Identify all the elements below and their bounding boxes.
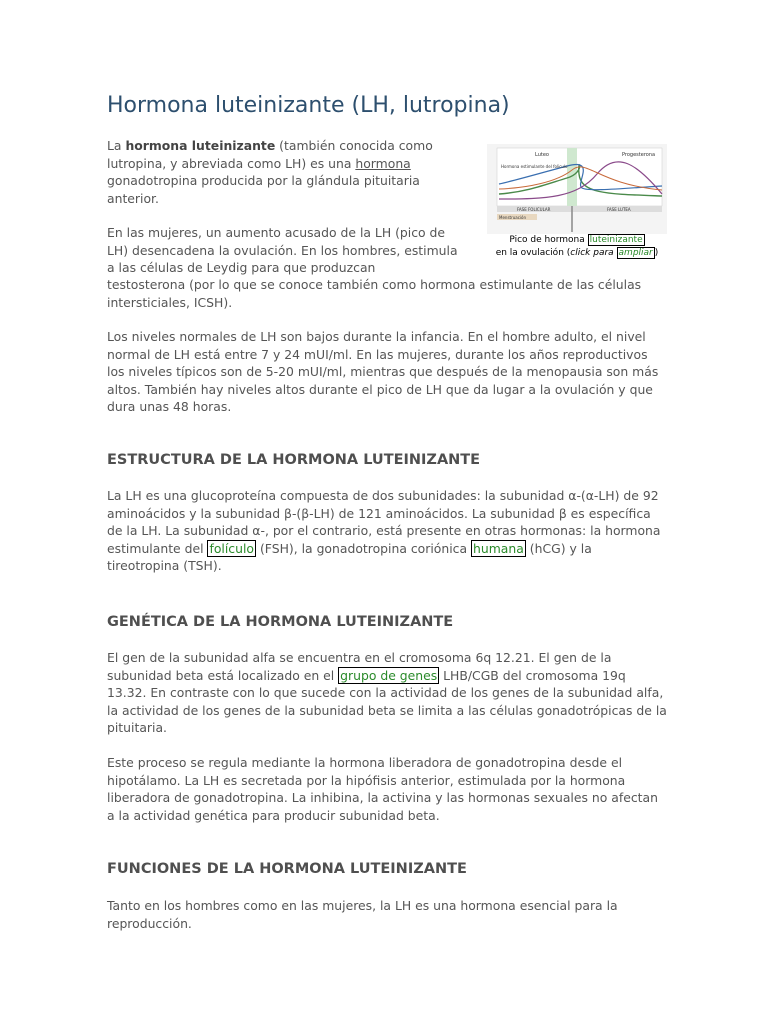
link-ampliar[interactable]: ampliar <box>618 248 653 258</box>
paragraph-estructura <box>107 487 667 575</box>
page-title: Hormona luteinizante (LH, lutropina) <box>107 93 510 118</box>
heading-genetica: GENÉTICA DE LA HORMONA LUTEINIZANTE <box>107 614 454 630</box>
caption-text-1: Pico de hormona <box>509 235 588 245</box>
paragraph-lh-peak: En las mujeres, un aumento acusado de la LH (pico de LH) desencadena la ovulación. En los hombres, estimula a las células de Leydig para que produzcan <box>107 225 458 275</box>
intro-text-1: La <box>107 138 126 153</box>
paragraph-levels: Los niveles normales de LH son bajos durante la infancia. En el hombre adulto, el nivel normal de LH está entre 7 y 24 mUI/ml. En las mujeres, durante los años reproductivos los niveles típicos son de 5-20 mUI/ml, mientras que después de la menopausia son más altos. También hay niveles altos durante el pico de LH que da lugar a la ovulación y que dura unas 48 horas. <box>107 329 659 414</box>
label-fsh: Hormona estimulante del foliculo <box>501 164 568 169</box>
caption-click: click para <box>570 248 617 258</box>
heading-estructura: ESTRUCTURA DE LA HORMONA LUTEINIZANTE <box>107 452 481 468</box>
link-grupo-de-genes[interactable]: grupo de genes <box>340 667 438 683</box>
genetica-text-2: LHB/CGB del cromosoma 19q 13.32. En contraste con lo que sucede con la actividad de los genes de la subunidad alfa, la actividad de los genes de la subunidad beta se limita a las células gonadotrópicas de la pituitaria. <box>107 667 667 735</box>
intro-paragraph <box>107 137 462 207</box>
estructura-text-1: La LH es una glucoproteína compuesta de dos subunidades: la subunidad α-(α-LH) de 92 aminoácidos y la subunidad β-(β-LH) de 121 aminoácidos. La subunidad β es específica de la LH. La subunidad α-, por el contrario, está presente en otras hormonas: la hormona estimulante del <box>107 488 661 556</box>
caption-text-3: ) <box>654 248 659 258</box>
figure-caption <box>487 234 667 260</box>
heading-funciones: FUNCIONES DE LA HORMONA LUTEINIZANTE <box>107 861 467 877</box>
intro-text-2: (también conocida como lutropina, y abreviada como LH) es una <box>107 138 433 171</box>
paragraph-genetica <box>107 649 667 737</box>
estructura-text-2: (FSH), la gonadotropina coriónica <box>256 540 472 556</box>
caption-text-2: en la ovulación ( <box>495 248 571 258</box>
genetica-text-1: El gen de la subunidad alfa se encuentra en el cromosoma 6q 12.21. El gen de la subunidad beta está localizado en el <box>107 650 612 683</box>
paragraph-regulacion: Este proceso se regula mediante la hormona liberadora de gonadotropina desde el hipotálamo. La LH es secretada por la hipófisis anterior, estimulada por la hormona liberadora de gonadotropina. La inhibina, la activina y las hormonas sexuales no afectan a la actividad genética para producir subunidad beta. <box>107 755 658 823</box>
intro-bold: hormona luteinizante <box>125 138 276 153</box>
label-luteal-phase: FASE LUTEA <box>607 207 631 212</box>
paragraph-funciones: Tanto en los hombres como en las mujeres, la LH es una hormona esencial para la reproducción. <box>107 898 618 931</box>
estructura-text-3: (hCG) y la tireotropina (TSH). <box>107 540 592 573</box>
label-menstruation: Menstruación <box>499 215 527 220</box>
link-hormona[interactable]: hormona <box>355 155 411 171</box>
paragraph-lh-peak-cont: testosterona (por lo que se conoce también como hormona estimulante de las células intersticiales, ICSH). <box>107 277 642 310</box>
label-follicular-phase: FASE FOLICULAR <box>517 207 551 212</box>
intro-text-3: gonadotropina producida por la glándula pituitaria anterior. <box>107 173 420 206</box>
ovulation-chart-graphic <box>487 144 667 234</box>
link-foliculo[interactable]: folículo <box>209 540 255 556</box>
link-luteinizante[interactable]: luteinizante <box>589 235 643 245</box>
label-progesterone: Progesterona <box>622 152 656 158</box>
link-humana[interactable]: humana <box>473 540 524 556</box>
label-lh: Luteo <box>535 152 549 158</box>
